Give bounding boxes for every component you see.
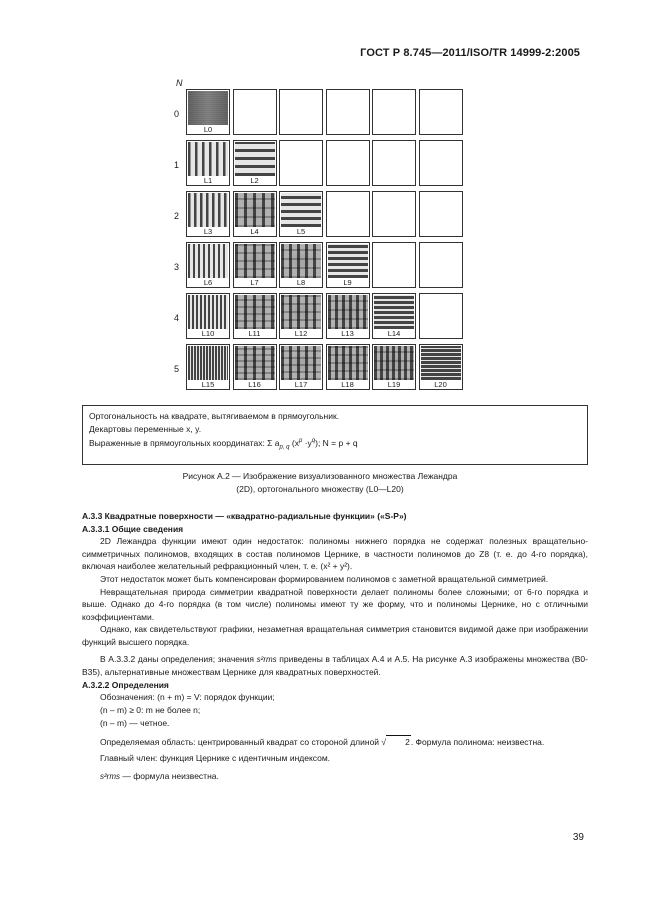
cell-label: L17 (294, 380, 308, 389)
axis-label-n: N (176, 78, 183, 88)
legendre-cell-L6 (186, 242, 230, 288)
cell-label: L18 (341, 380, 354, 389)
empty-cell (279, 140, 323, 186)
legendre-cell-L19 (372, 344, 416, 390)
legendre-pattern-image (328, 244, 368, 278)
empty-cell (372, 191, 416, 237)
legendre-pattern-image (421, 346, 461, 380)
cell-label: L2 (250, 176, 259, 185)
row-index-0: 0 (174, 109, 180, 119)
legendre-cell-L8 (279, 242, 323, 288)
legendre-cell-L2 (233, 140, 277, 186)
cell-label: L5 (296, 227, 306, 236)
legendre-pattern-image (281, 244, 321, 278)
page-number: 39 (572, 832, 584, 843)
legendre-pattern-image (188, 346, 228, 380)
caption-line-1: Рисунок А.2 — Изображение визуализованного множества Лежандра (182, 471, 458, 481)
row-index-1: 1 (174, 160, 180, 170)
body-text (82, 510, 588, 784)
legendre-pattern-image (374, 346, 414, 380)
cell-label: L8 (296, 278, 306, 287)
legendre-cell-L5 (279, 191, 323, 237)
empty-cell (233, 89, 277, 135)
legendre-pattern-image (188, 295, 228, 329)
cell-label: L11 (248, 329, 261, 338)
def-order: Обозначения: (n + m) = V: порядок функции; (100, 692, 275, 703)
legendre-cell-L12 (279, 293, 323, 339)
row-index-5: 5 (174, 364, 180, 374)
cell-label: L19 (387, 380, 401, 389)
cell-label: L6 (203, 278, 213, 287)
row-index-2: 2 (174, 211, 180, 221)
empty-cell (419, 191, 463, 237)
def-line-2: Декартовы переменные x, y. (89, 423, 202, 434)
cell-label: L13 (341, 329, 354, 338)
s-rms-symbol-2: s²rms (100, 772, 120, 782)
cell-label: L20 (434, 380, 447, 389)
legendre-pattern-image (281, 193, 321, 227)
legendre-pattern-image (374, 295, 414, 329)
empty-cell (326, 191, 370, 237)
paragraph-2: Этот недостаток может быть компенсирован формированием полиномов с заметной вращательной симметрией. (100, 573, 549, 584)
legendre-pattern-image (188, 142, 228, 176)
legendre-cell-L1 (186, 140, 230, 186)
paragraph-1: 2D Лежандра функции имеют один недостаток: полиномы нижнего порядка не содержат полезных вращательно-симметричных полиномов, входящих в состав полиномов Цернике, в частности полиномов до Z8 (т. е. до 4-го порядка), включая наиболее желательный рефракционный член, т. е. (x² + y²). (82, 536, 588, 572)
empty-cell (372, 140, 416, 186)
paragraph-6: Определяемая область: центрированный квадрат со стороной длиной √ 2. Формула полинома: неизвестна. (100, 737, 545, 748)
legendre-cell-L4 (233, 191, 277, 237)
heading-a332: А.3.2.2 Определения (82, 679, 169, 690)
cell-label: L16 (248, 380, 261, 389)
paragraph-3: Невращательная природа симметрии квадратной поверхности делает полиномы более сложными; от 6-го порядка и выше. Однако до 4-го порядка (в том числе) полиномы имеют ту же форму, что и полиномы Цернике, но с отличными коэффициентами. (82, 586, 588, 622)
legendre-cell-L7 (233, 242, 277, 288)
caption-line-2: (2D), ортогонального множеству (L0—L20) (236, 484, 404, 494)
empty-cell (372, 242, 416, 288)
cell-label: L12 (294, 329, 308, 338)
heading-a33: А.3.3 Квадратные поверхности — «квадратно-радиальные функции» («S-P») (82, 511, 407, 521)
legendre-cell-L11 (233, 293, 277, 339)
legendre-pattern-image (188, 244, 228, 278)
legendre-pattern-image (188, 91, 228, 125)
sqrt-two: 2 (386, 735, 411, 749)
legendre-pattern-image (235, 142, 275, 176)
legendre-cell-L17 (279, 344, 323, 390)
def-even: (n – m) — четное. (100, 717, 170, 728)
cell-label: L7 (250, 278, 259, 287)
legendre-cell-L13 (326, 293, 370, 339)
paragraph-7: Главный член: функция Цернике с идентичным индексом. (100, 752, 331, 763)
paragraph-5: В А.3.3.2 даны определения; значения s²rms приведены в таблицах А.4 и А.5. На рисунке А.3 изображены множества (В0-В35), альтернативные множествам Цернике для квадратных поверхностей. (82, 653, 588, 678)
legendre-pattern-image (328, 346, 368, 380)
legendre-pattern-image (235, 346, 275, 380)
document-header: ГОСТ Р 8.745—2011/ISO/TR 14999-2:2005 (360, 47, 580, 59)
cell-label: L9 (343, 278, 352, 287)
figure-caption (140, 470, 500, 496)
legendre-cell-L14 (372, 293, 416, 339)
def-line-3: Выраженные в прямоугольных координатах: Σ $a_{p, q}$ $(x^p \cdot y^q)$; N = p + q (89, 437, 358, 451)
legendre-pattern-image (281, 346, 321, 380)
legendre-cell-L20 (419, 344, 463, 390)
legendre-pattern-image (188, 193, 228, 227)
empty-cell (326, 140, 370, 186)
empty-cell (279, 89, 323, 135)
empty-cell (419, 293, 463, 339)
legendre-pattern-image (281, 295, 321, 329)
legendre-cell-L16 (233, 344, 277, 390)
paragraph-4: Однако, как свидетельствуют графики, незаметная вращательная симметрия становится видимой даже при изображении функций высшего порядка. (82, 624, 588, 647)
heading-a331: А.3.3.1 Общие сведения (82, 523, 184, 534)
cell-label: L1 (203, 176, 213, 185)
legendre-cell-L18 (326, 344, 370, 390)
row-index-4: 4 (174, 313, 180, 323)
cell-label: L0 (203, 125, 213, 134)
legendre-pattern-image (235, 244, 275, 278)
def-m: (n – m) ≥ 0: m не более n; (100, 704, 201, 715)
legendre-pattern-image (328, 295, 368, 329)
empty-cell (372, 89, 416, 135)
cell-label: L3 (203, 227, 213, 236)
empty-cell (326, 89, 370, 135)
row-index-3: 3 (174, 262, 180, 272)
s-rms-symbol: s²rms (256, 654, 277, 664)
legendre-cell-L0 (186, 89, 230, 135)
def-line-1: Ортогональность на квадрате, вытягиваемом в прямоугольник. (89, 411, 340, 421)
cell-label: L4 (250, 227, 259, 236)
legendre-cell-L3 (186, 191, 230, 237)
legendre-cell-L9 (326, 242, 370, 288)
legendre-pattern-image (235, 295, 275, 329)
empty-cell (419, 140, 463, 186)
legendre-pattern-image (235, 193, 275, 227)
legendre-cell-L10 (186, 293, 230, 339)
empty-cell (419, 89, 463, 135)
paragraph-8: s²rms — формула неизвестна. (100, 771, 219, 782)
cell-label: L14 (387, 329, 401, 338)
empty-cell (419, 242, 463, 288)
cell-label: L10 (201, 329, 215, 338)
definition-box (82, 405, 588, 465)
cell-label: L15 (201, 380, 215, 389)
legendre-cell-L15 (186, 344, 230, 390)
